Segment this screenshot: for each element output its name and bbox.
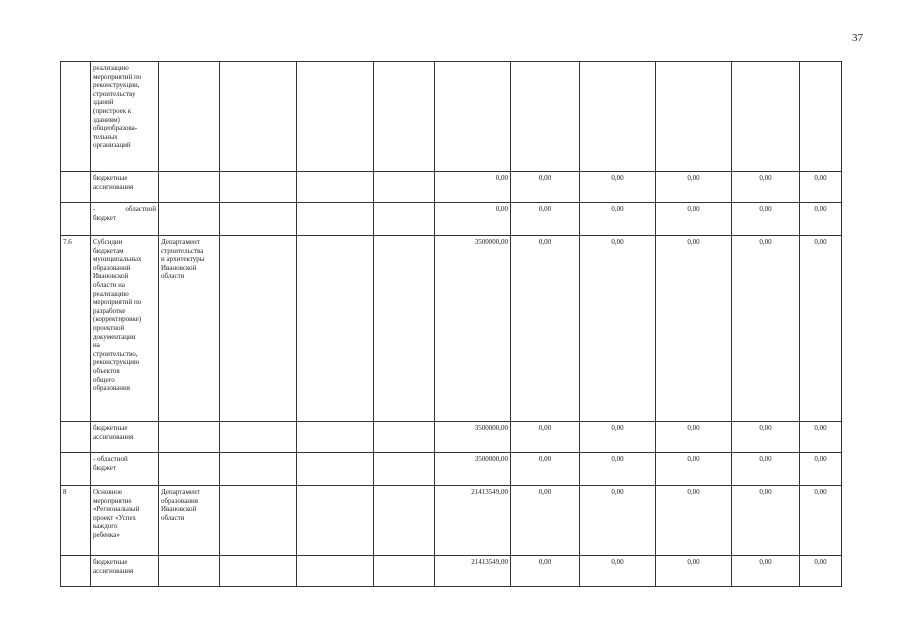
- row-value: 0,00: [580, 203, 656, 236]
- empty-cell: [220, 172, 297, 203]
- row-value: 0,00: [656, 486, 732, 556]
- row-amount: 0,00: [435, 203, 511, 236]
- row-executor: [159, 172, 220, 203]
- empty-cell: [220, 236, 297, 422]
- row-amount: 0,00: [435, 172, 511, 203]
- row-value: 0,00: [656, 236, 732, 422]
- row-name: - областной бюджет: [91, 453, 159, 486]
- empty-cell: [297, 236, 374, 422]
- row-index: [61, 453, 91, 486]
- row-value: 0,00: [580, 556, 656, 587]
- row-value: 0,00: [800, 203, 842, 236]
- row-executor: Департамент строительства и архитектуры Ивановской области: [159, 236, 220, 422]
- row-amount: 21413549,00: [435, 486, 511, 556]
- row-index: [61, 203, 91, 236]
- empty-cell: [220, 62, 297, 172]
- row-amount: 3500000,00: [435, 236, 511, 422]
- empty-cell: [297, 203, 374, 236]
- row-value: 0,00: [580, 453, 656, 486]
- row-name: бюджетные ассигнования: [91, 556, 159, 587]
- row-value: 0,00: [732, 172, 800, 203]
- row-index: [61, 556, 91, 587]
- row-value: [800, 62, 842, 172]
- table-row: [61, 203, 842, 236]
- row-value: 0,00: [656, 422, 732, 453]
- row-value: [511, 62, 580, 172]
- empty-cell: [374, 236, 435, 422]
- row-value: 0,00: [511, 486, 580, 556]
- empty-cell: [374, 172, 435, 203]
- row-value: 0,00: [511, 556, 580, 587]
- empty-cell: [374, 203, 435, 236]
- row-name: Основное мероприятие «Региональный проект «Успех каждого ребенка»: [91, 486, 159, 556]
- row-executor: [159, 556, 220, 587]
- row-index: 8: [61, 486, 91, 556]
- row-value: 0,00: [656, 203, 732, 236]
- row-value: 0,00: [511, 422, 580, 453]
- table-row: [61, 172, 842, 203]
- empty-cell: [297, 422, 374, 453]
- table-row: [61, 62, 842, 172]
- empty-cell: [220, 453, 297, 486]
- row-value: 0,00: [732, 556, 800, 587]
- table-row: [61, 556, 842, 587]
- empty-cell: [220, 486, 297, 556]
- row-amount: 21413549,00: [435, 556, 511, 587]
- empty-cell: [297, 486, 374, 556]
- empty-cell: [297, 453, 374, 486]
- row-executor: [159, 62, 220, 172]
- empty-cell: [374, 62, 435, 172]
- row-value: [732, 62, 800, 172]
- row-value: 0,00: [511, 453, 580, 486]
- row-value: 0,00: [656, 453, 732, 486]
- empty-cell: [220, 422, 297, 453]
- row-value: 0,00: [656, 172, 732, 203]
- row-value: 0,00: [511, 236, 580, 422]
- page-number: 37: [852, 32, 863, 44]
- row-value: 0,00: [800, 453, 842, 486]
- row-amount: [435, 62, 511, 172]
- row-value: 0,00: [800, 422, 842, 453]
- row-executor: Департамент образования Ивановской области: [159, 486, 220, 556]
- row-value: 0,00: [511, 203, 580, 236]
- row-value: 0,00: [800, 172, 842, 203]
- row-name: бюджетные ассигнования: [91, 172, 159, 203]
- row-amount: 3500000,00: [435, 422, 511, 453]
- empty-cell: [297, 172, 374, 203]
- row-value: 0,00: [580, 486, 656, 556]
- table-row: [61, 486, 842, 556]
- table-row: [61, 236, 842, 422]
- row-value: 0,00: [580, 422, 656, 453]
- row-executor: [159, 422, 220, 453]
- row-index: 7.6: [61, 236, 91, 422]
- empty-cell: [220, 203, 297, 236]
- row-value: 0,00: [732, 236, 800, 422]
- row-value: 0,00: [580, 236, 656, 422]
- table-row: [61, 422, 842, 453]
- empty-cell: [374, 453, 435, 486]
- empty-cell: [374, 486, 435, 556]
- table-row: [61, 453, 842, 486]
- row-value: 0,00: [580, 172, 656, 203]
- row-name: [91, 203, 159, 236]
- empty-cell: [297, 556, 374, 587]
- row-name: бюджетные ассигнования: [91, 422, 159, 453]
- budget-table: [60, 61, 842, 587]
- row-name: Субсидии бюджетам муниципальных образований Ивановской области на реализацию мероприятий по разработке (корректировке) проектной документации на строительство, реконструкцию объектов общего образования: [91, 236, 159, 422]
- row-value: 0,00: [800, 236, 842, 422]
- row-value: 0,00: [800, 486, 842, 556]
- row-value: 0,00: [732, 422, 800, 453]
- row-name-second-line: бюджет: [93, 213, 116, 222]
- row-index: [61, 172, 91, 203]
- row-name-prefix: -: [93, 205, 96, 213]
- row-value: [656, 62, 732, 172]
- row-value: 0,00: [656, 556, 732, 587]
- empty-cell: [297, 62, 374, 172]
- row-executor: [159, 453, 220, 486]
- row-amount: 3500000,00: [435, 453, 511, 486]
- row-name: реализацию мероприятий по реконструкции, строительству зданий (пристроек к зданиям) общеобразова- тельных организаций: [91, 62, 159, 172]
- empty-cell: [220, 556, 297, 587]
- row-index: [61, 422, 91, 453]
- row-value: 0,00: [732, 453, 800, 486]
- row-value: 0,00: [732, 203, 800, 236]
- row-index: [61, 62, 91, 172]
- empty-cell: [374, 422, 435, 453]
- row-value: 0,00: [732, 486, 800, 556]
- row-name-word: областной: [125, 205, 156, 213]
- row-value: [580, 62, 656, 172]
- row-value: 0,00: [800, 556, 842, 587]
- empty-cell: [374, 556, 435, 587]
- row-value: 0,00: [511, 172, 580, 203]
- row-executor: [159, 203, 220, 236]
